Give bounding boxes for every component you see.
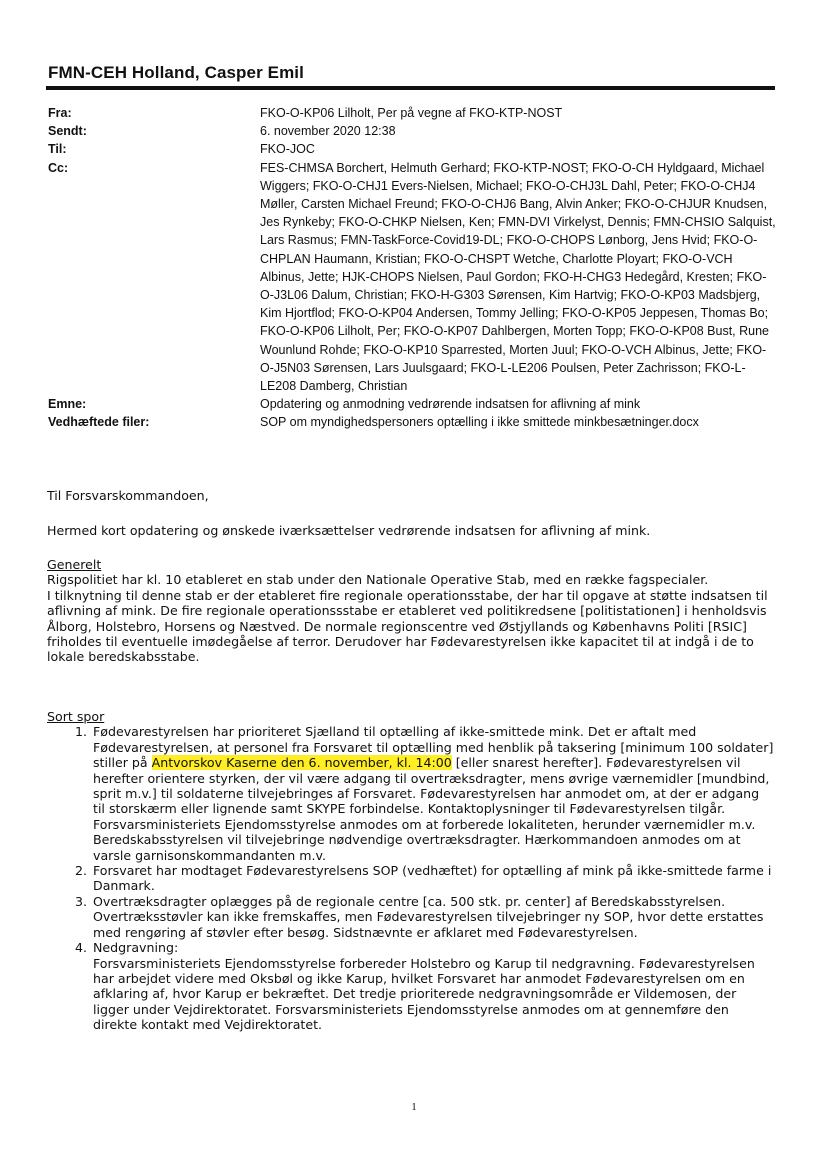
attachment-filename: SOP om myndighedspersoners optælling i ikke smittede minkbesætninger.docx (260, 415, 699, 430)
subject-value: Opdatering og anmodning vedrørende indsatsen for aflivning af mink (260, 397, 641, 412)
item4-text: Forsvarsministeriets Ejendomsstyrelse forbereder Holstebro og Karup til nedgravning. Fødevarestyrelsen har arbejdet videre med Oksbøl og ikke Karup, hvilket Forsvaret har anmodet Fødevarestyrelsen om en afklaring af, hvor Karup er bekræftet. Det tredje prioriterede nedgravningsområde er Vildemosen, der ligger under Vejdirektoratet. Forsvarsministeriets Ejendomsstyrelse anmodes om at gennemføre den direkte kontakt med Vejdirektoratet. (93, 955, 755, 1033)
greeting: Til Forsvarskommandoen, (47, 488, 209, 503)
page-number: 1 (411, 1101, 417, 1113)
header-row-sent (48, 122, 778, 140)
list-item (91, 894, 774, 940)
email-header (48, 104, 778, 432)
header-row-from (48, 104, 778, 122)
section-heading-sort-spor: Sort spor (47, 709, 105, 724)
generelt-paragraph-2: I tilknytning til denne stab er der etableret fire regionale operationsstabe, der har til opgave at støtte indsatsen til aflivning af mink. De fire regionale operationssstabe er etableret ved politikredsene [politistationen] i henholdsvis Ålborg, Holstebro, Horsens og Næstved. De normale regionscentre ved Østjyllands og Københavns Politi [RSIC] friholdes til eventuelle imødegåelse af terror. Derudover har Fødevarestyrelsen ikke kapacitet til at indgå i de to lokale beredskabsstabe. (47, 587, 768, 665)
from-label: Fra: (48, 106, 72, 120)
list-item (91, 863, 774, 894)
header-row-cc (48, 159, 778, 396)
header-row-to (48, 140, 778, 158)
highlighted-location-time: Antvorskov Kaserne den 6. november, kl. 14:00 (151, 755, 452, 771)
list-item (91, 940, 774, 1032)
cc-label: Cc: (48, 160, 69, 175)
cc-value: FES-CHMSA Borchert, Helmuth Gerhard; FKO-KTP-NOST; FKO-O-CH Hyldgaard, Michael Wiggers; FKO-O-CHJ1 Evers-Nielsen, Michael; FKO-O-CHJ3L Dahl, Peter; FKO-O-CHJ4 Møller, Carsten Michael Freund; FKO-O-CHJ6 Bang, Alvin Anker; FKO-O-CHJUR Knudsen, Jes Rynkeby; FKO-O-CHKP Nielsen, Ken; FMN-DVI Virkelyst, Dennis; FMN-CHSIO Salquist, Lars Rasmus; FMN-TaskForce-Covid19-DL; FKO-O-CHOPS Lønborg, Jens Hvid; FKO-O-CHPLAN Haumann, Kristian; FKO-O-CHSPT Wetche, Charlotte Ployart; FKO-O-VCH Albinus, Jette; HJK-CHOPS Nielsen, Paul Gordon; FKO-H-CHG3 Hedegård, Kresten; FKO-O-J3L06 Dalum, Christian; FKO-H-G303 Sørensen, Kim Hartvig; FKO-O-KP03 Madsbjerg, Kim Hjortflod; FKO-O-KP04 Andersen, Tommy Jelling; FKO-O-KP05 Jeppesen, Thomas Bo; FKO-O-KP06 Lilholt, Per; FKO-O-KP07 Dahlbergen, Morten Topp; FKO-O-KP08 Bust, Rune Wounlund Rohde; FKO-O-KP10 Sparrested, Morten Juul; FKO-O-VCH Albinus, Jette; FKO-O-J5N03 Sørensen, Lars Juulsgaard; FKO-L-LE206 Poulsen, Peter Zachrisson; FKO-L-LE208 Damberg, Christian (260, 160, 776, 394)
sent-value: 6. november 2020 12:38 (260, 124, 396, 139)
header-row-subject (48, 395, 778, 413)
generelt-paragraph-1: Rigspolitiet har kl. 10 etableret en stab under den Nationale Operative Stab, med en række fagspecialer. (47, 572, 709, 588)
item4-heading: 4. Nedgravning: (93, 940, 179, 956)
section-heading-generelt: Generelt (47, 557, 102, 572)
item1-text-end: [eller snarest herefter]. Fødevarestyrelsen vil herefter orientere styrken, der vil være adgang til overtræksdragter, mens øvrige værnemidler [mundbind, sprit m.v.] til soldaterne tilvejebringes af Forsvaret. Fødevarestyrelsen har anmodet om, at der er adgang til storskærm eller lignende samt SKYPE forbindelse. Kontaktoplysninger til Fødevarestyrelsen tilgår. Forsvarsministeriets Ejendomsstyrelse anmodes om at forberede lokaliteten, herunder værnemidler m.v. Beredskabsstyrelsen vil tilvejebringe nødvendige overtræksdragter. Hærkommandoen anmodes om at varsle garnisonskommandanten m.v. (93, 755, 770, 863)
from-value: FKO-O-KP06 Lilholt, Per på vegne af FKO-KTP-NOST (260, 106, 563, 120)
section-generelt (47, 557, 774, 665)
subject-label: Emne: (48, 397, 87, 412)
to-value: FKO-JOC (260, 142, 315, 157)
section-sort-spor (47, 709, 774, 1033)
item2-text: Forsvaret har modtaget Fødevarestyrelsens SOP (vedhæftet) for optælling af mink på ikke-smittede farme i Danmark. (93, 863, 772, 894)
list-item (91, 724, 774, 863)
item1-text-start: Fødevarestyrelsen har prioriteret Sjælland til optælling af ikke-smittede mink. Det er aftalt med Fødevarestyrelsen, at personel fra Forsvaret til optælling med henblik på taksering [minimum 100 soldater] stiller på (93, 724, 774, 771)
item3-text: Overtræksdragter oplægges på de regionale centre [ca. 500 stk. pr. center] af Beredskabsstyrelsen. Overtræksstøvler kan ikke fremskaffes, men Fødevarestyrelsen tilvejebringer ny SOP, hvor dette erstattes med rengøring af støvler efter besøg. Sidstnævnte er afklaret med Fødevarestyrelsen. (93, 893, 764, 940)
title-divider (46, 86, 775, 90)
to-label: Til: (48, 142, 67, 157)
sent-label: Sendt: (48, 124, 87, 139)
action-list (47, 724, 774, 1032)
intro-paragraph: Hermed kort opdatering og ønskede iværksættelser vedrørende indsatsen for aflivning af mink. (47, 523, 651, 538)
attachments-label: Vedhæftede filer: (48, 415, 150, 430)
mailbox-owner-title: FMN-CEH Holland, Casper Emil (48, 63, 304, 82)
header-row-attachments (48, 413, 778, 431)
